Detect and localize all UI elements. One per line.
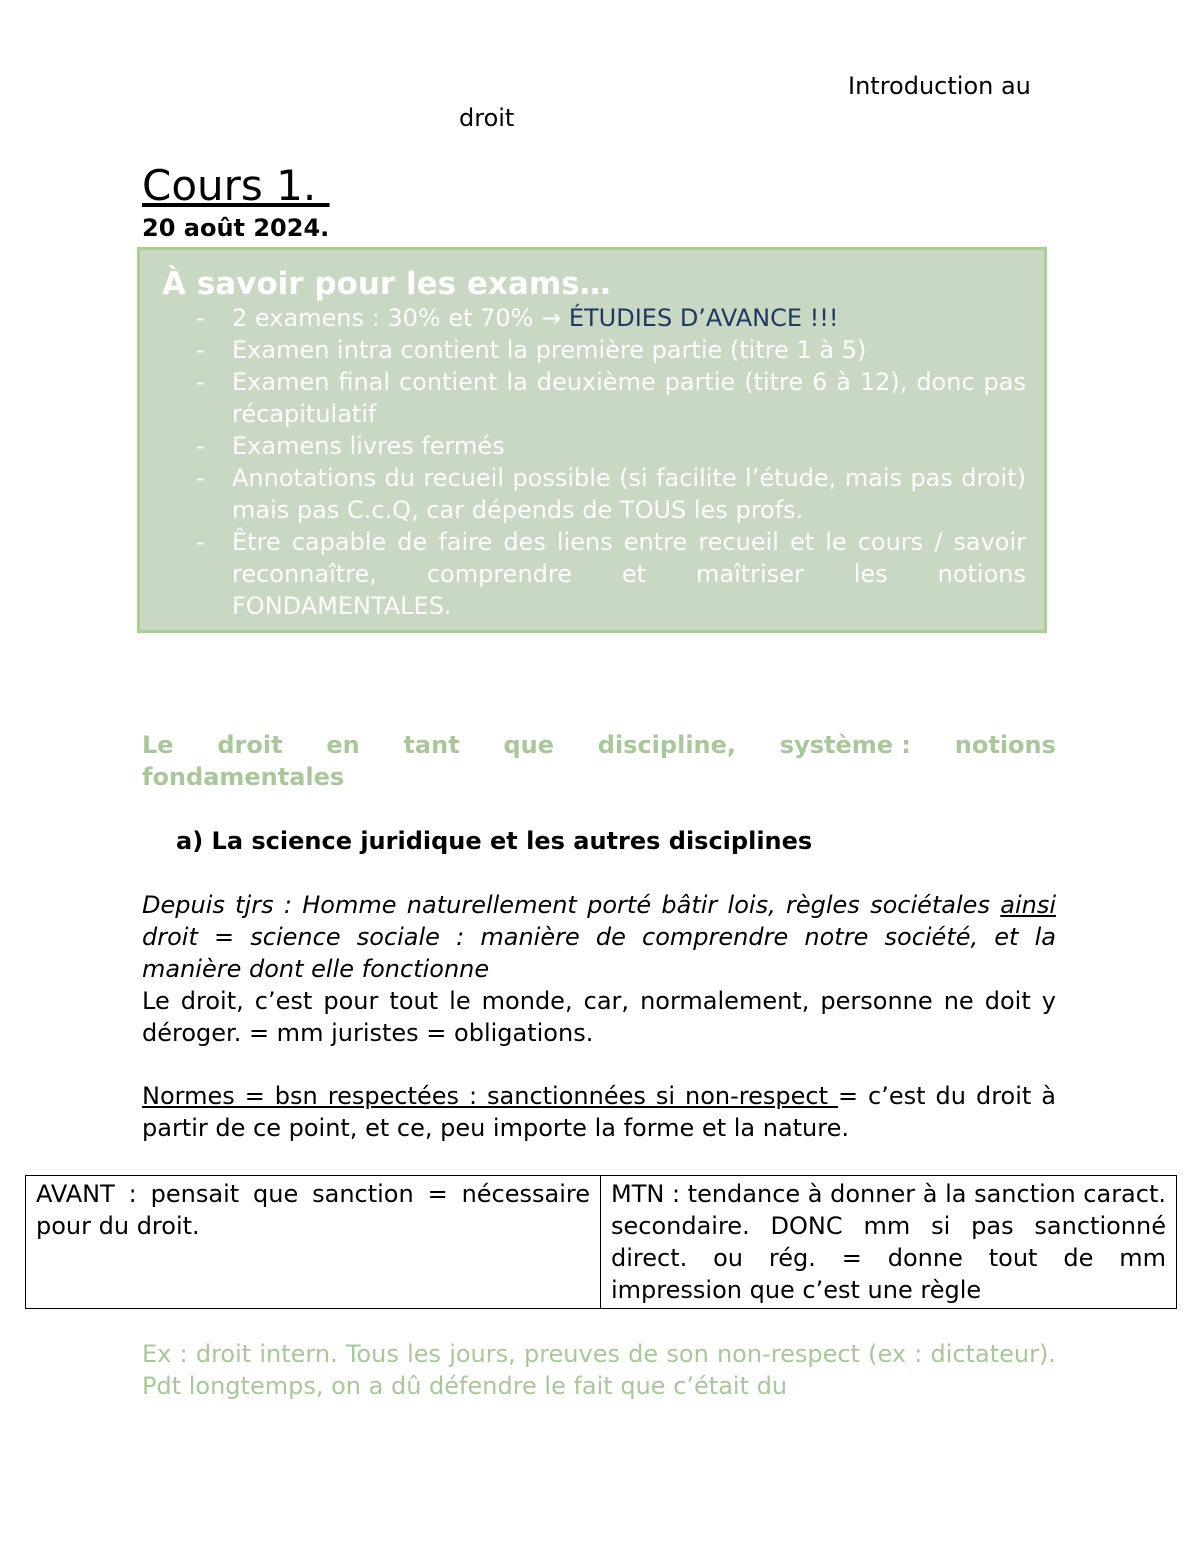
exam-info-list xyxy=(196,302,1026,622)
document-header-title-continued: droit xyxy=(459,104,515,132)
paragraph-norms xyxy=(142,1080,1056,1144)
table-cell-now: MTN : tendance à donner à la sanction caract. secondaire. DONC mm si pas sanctionné direct. ou rég. = donne tout de mm impression que c’est une règle xyxy=(601,1176,1177,1309)
list-item-text: Examen intra contient la première partie (titre 1 à 5) xyxy=(232,336,867,364)
section-heading xyxy=(142,729,1056,793)
dash-bullet: - xyxy=(196,336,205,364)
list-item xyxy=(196,334,1026,366)
dash-bullet: - xyxy=(196,304,205,332)
list-item-text: Examen final contient la deuxième partie (titre 6 à 12), donc pas récapitulatif xyxy=(232,368,1026,428)
example-paragraph: Ex : droit intern. Tous les jours, preuves de son non-respect (ex : dictateur). Pdt longtemps, on a dû défendre le fait que c’était du xyxy=(142,1340,1056,1400)
comparison-table xyxy=(25,1175,1177,1309)
list-item xyxy=(196,526,1026,622)
section-heading-word: Le xyxy=(142,731,174,759)
section-heading-word: en xyxy=(326,731,360,759)
document-header-title: Introduction au xyxy=(848,72,1031,100)
paragraph-text: Depuis tjrs : Homme naturellement porté bâtir lois, règles sociétales xyxy=(142,891,1001,919)
list-item-text: Examens livres fermés xyxy=(232,432,505,460)
table-cell-before: AVANT : pensait que sanction = nécessaire pour du droit. xyxy=(26,1176,601,1309)
dash-bullet: - xyxy=(196,464,205,492)
list-item xyxy=(196,302,1026,334)
exam-info-box xyxy=(137,247,1047,633)
section-heading-word: notions xyxy=(954,731,1056,759)
section-heading-line1 xyxy=(142,729,1056,761)
exam-box-heading: À savoir pour les exams… xyxy=(162,266,611,302)
underlined-text: Normes = bsn respectées : sanctionnées si non-respect xyxy=(142,1082,838,1110)
table-row xyxy=(26,1176,1177,1309)
paragraph-obligations: Le droit, c’est pour tout le monde, car, normalement, personne ne doit y déroger. = mm juristes = obligations. xyxy=(142,987,1056,1047)
section-heading-word: tant xyxy=(403,731,460,759)
list-item xyxy=(196,462,1026,526)
section-heading-line2: fondamentales xyxy=(142,763,345,791)
section-heading-word: droit xyxy=(217,731,283,759)
course-date: 20 août 2024. xyxy=(142,214,330,242)
course-title: Cours 1. xyxy=(142,161,330,210)
list-item-text: Annotations du recueil possible (si facilite l’étude, mais pas droit) mais pas C.c.Q, car dépends de TOUS les profs. xyxy=(232,464,1026,524)
dash-bullet: - xyxy=(196,432,205,460)
section-heading-word: discipline, xyxy=(597,731,737,759)
subsection-heading: a) La science juridique et les autres disciplines xyxy=(176,827,813,855)
underlined-text: ainsi xyxy=(1000,891,1056,919)
paragraph-text: droit = science sociale : manière de comprendre notre société, et la manière dont elle fonctionne xyxy=(142,923,1056,983)
list-item xyxy=(196,430,1026,462)
section-heading-word: que xyxy=(503,731,554,759)
paragraph-definition xyxy=(142,889,1056,985)
dash-bullet: - xyxy=(196,368,205,396)
list-item-text: 2 examens : 30% et 70% → xyxy=(232,304,569,332)
section-heading-word: système : xyxy=(779,731,911,759)
dash-bullet: - xyxy=(196,528,205,556)
paragraph-text: = c’est du droit à partir de ce point, et ce, peu importe la forme et la nature. xyxy=(142,1082,1056,1142)
list-item-text: Être capable de faire des liens entre recueil et le cours / savoir reconnaître, comprendre et maîtriser les notions FONDAMENTALES. xyxy=(232,528,1026,620)
list-item-highlight: ÉTUDIES D’AVANCE !!! xyxy=(568,304,839,332)
list-item xyxy=(196,366,1026,430)
